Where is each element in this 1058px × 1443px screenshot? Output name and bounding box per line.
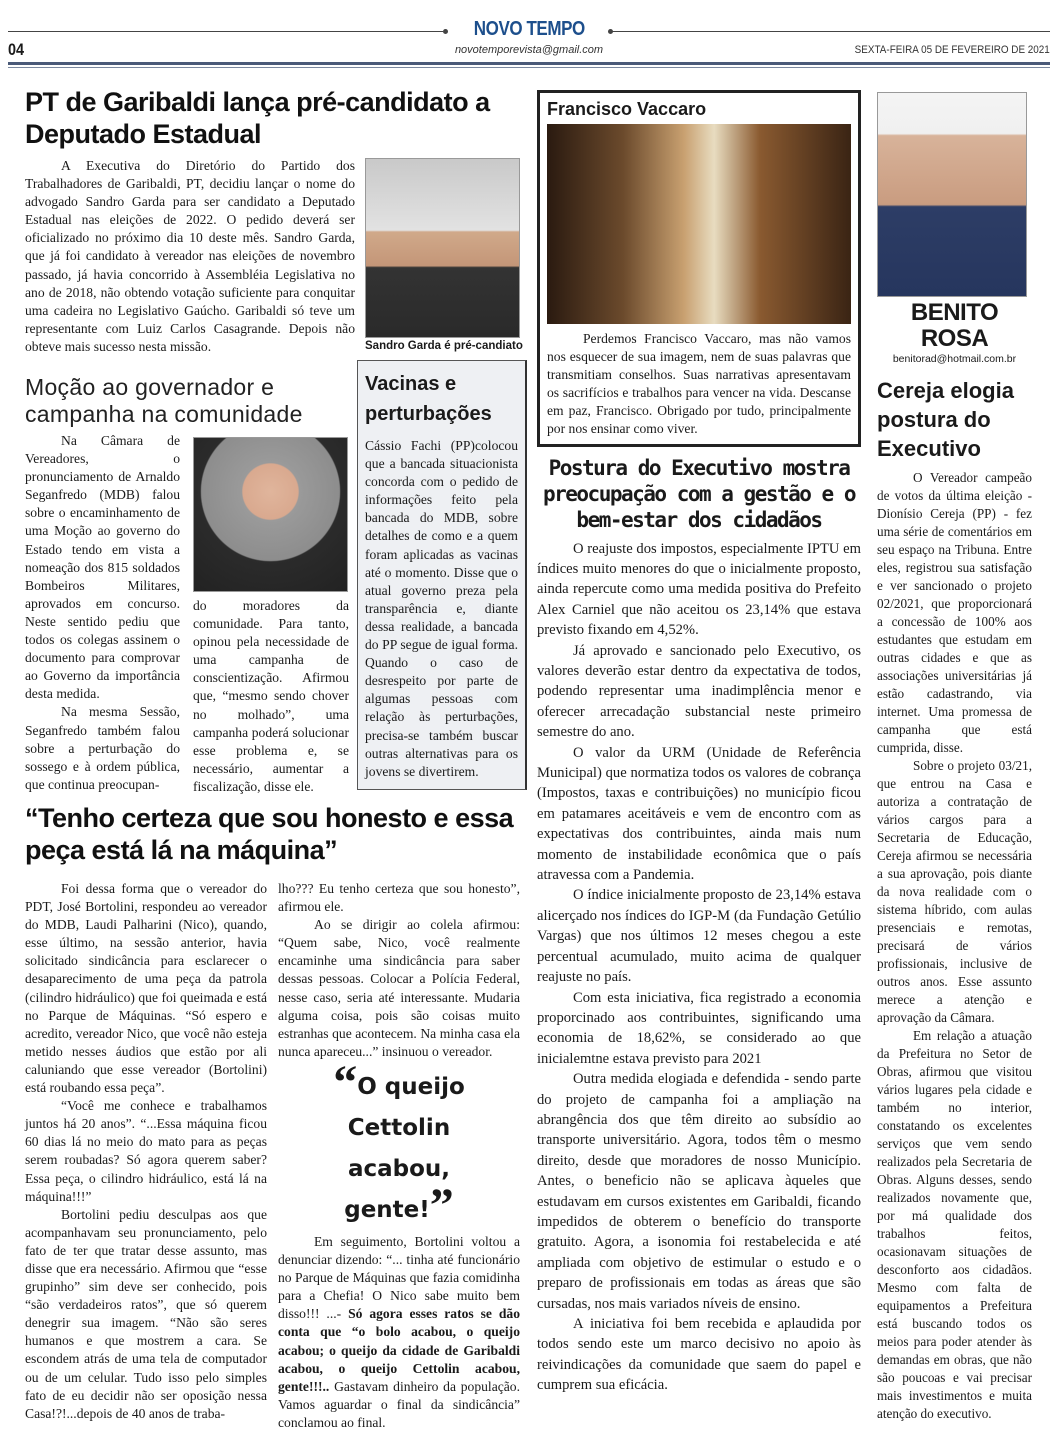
- pt-headline: PT de Garibaldi lança pré-candidato a Deputado Estadual: [25, 87, 490, 149]
- paragraph: Bortolini pediu desculpas aos que acompanhavam seu pronunciamento, pelo fato de ter que tratar desse assunto, mas disse que era necessário. Afirmou que “esse grupinho” sim deve ser conhecido, pois “são verdadeiros ratos”, que só querem denegrir sua imagem. “Não são seres humanos e que mostrem a cara. Se escondem atrás de uma tela de computador ou de um celular. Tudo isso pelo simples fato de eu decidir não ser oposição nessa Casa!?!...depois de 40 anos de traba-: [25, 1206, 267, 1421]
- sandro-garda-photo: [365, 158, 520, 338]
- vacinas-headline: Vacinas e perturbações: [365, 373, 492, 425]
- paragraph: A Executiva do Diretório do Partido dos Trabalhadores de Garibaldi, PT, decidiu lançar o nome do advogado Sandro Garda para ser candidato a Deputado Estadual nas eleições de 2022. O pedido deverá ser oficializado no próximo dia 10 deste mês. Sandro Garda, que já foi candidato à vereador nas eleições de novembro passado, já havia concorrido à Assembléia Legislativa no ano de 2018, não obtendo votação suficiente para conquitar uma cadeira no Legislativo Gaúcho. Garibaldi só teve um representante com Luiz Carlos Casagrande. Depois não obteve mais sucesso nesta missão.: [25, 158, 355, 354]
- paragraph: Foi dessa forma que o vereador do PDT, José Bortolini, respondeu ao vereador do MDB, Laudi Palharini (Nico), quando, esse último, na sessão anterior, havia solicitado sindicância para esclarecer o desaparecimento de uma peça da patrola (cilindro hidráulico) que foi queimada e está no Parque de Máquinas. “Só espero e acredito, vereador Nico, que você não esteja metido nesses áudios que estão por ali caluniando que esse vereador (Bortolini) está roubando essa peça”.: [25, 881, 267, 1096]
- postura-body: [537, 539, 861, 1396]
- opinion-column: [877, 300, 1032, 1423]
- photo-caption: Sandro Garda é pré-candiato: [365, 340, 523, 352]
- paragraph: Na Câmara de Vereadores, o pronunciamento de Arnaldo Seganfredo (MDB) falou sobre o encaminhamento de uma Moção ao governo do Estado tendo em vista a nomeação dos 815 soldados Bombeiros Militares, aprovados em concurso. Neste sentido pediu que todos os colegas assinem o documento para comprovar ao Governo da importância desta medida.: [25, 433, 180, 702]
- paragraph: do moradores da comunidade. Para tanto, opinou pela necessidade de uma campanha de conscientização. Afirmou que, “mesmo sendo chover no molhado”, uma campanha poderá solucionar esse problema e, se necessário, aumentar a fiscalização, disse ele.: [193, 598, 349, 794]
- paragraph: O valor da URM (Unidade de Referência Municipal) que normatiza todos os valores de cobrança (Impostos, taxas e contribuições) no município ficou em patamares aceitáveis e vem de encontro com as expectativas dos contribuintes, ainda mais num momento de instabilidade econômica que o país atravessa com a Pandemia.: [537, 744, 861, 884]
- arnaldo-seganfredo-photo: [193, 437, 348, 592]
- header-rule: [8, 62, 1050, 65]
- paragraph: Na mesma Sessão, Seganfredo também falou sobre a perturbação do sossego e à ordem pública, que continua preocupan-: [25, 704, 180, 792]
- open-quote-icon: “: [333, 1055, 358, 1109]
- paragraph: lho??? Eu tenho certeza que sou honesto”, afirmou ele.: [278, 881, 520, 915]
- paragraph: O reajuste dos impostos, especialmente IPTU em índices muito menores do que o inicialmente proposto, ainda repercute como uma medida positiva do Prefeito Alex Carniel que não aceitou os 23,14% que estava previsto fixando em 4,52%.: [537, 540, 861, 639]
- paragraph: Sobre o projeto 03/21, que entrou na Casa e autoriza a contratação de vários cargos para a Secretaria de Educação, Cereja afirmou se necessária a sua aprovação, pois diante da nova realidade com o sistema híbrido, com aulas presenciais e remotas, precisará de vários profissionais, inclusive de outros anos. Esse assunto merece a atenção e aprovação da Câmara.: [877, 758, 1032, 1025]
- close-quote-icon: ”: [429, 1178, 454, 1232]
- paragraph: Ao se dirigir ao colela afirmou: “Quem sabe, Nico, você realmente encaminhe uma sindicância para saber dessas pessoas. Colocar a Polícia Federal, nesse caso, seria até interessante. Mudaria alguma coisa, pois são coisas muito estranhas que acontecem. Na minha casa ela nunca apareceu...” insinuou o vereador.: [278, 917, 520, 1059]
- masthead: [0, 18, 1058, 41]
- column-headline: Cereja elogia postura do Executivo: [877, 378, 1014, 461]
- vaccaro-title: Francisco Vaccaro: [547, 99, 707, 119]
- paragraph: Em seguimento, Bortolini voltou a denunciar dizendo: “... tinha até funcionário no Parque de Máquinas que fazia comidinha para a Chefia! O Nico sabe muito bem disso!!! ...- Só agora esses ratos se dão conta que “o bolo acabou, o queijo acabou; o queijo da cidade de Garibaldi acabou, o queijo Cettolin acabou, gente!!!.. Gastavam dinheiro da população. Vamos aguardar o final da sindicância” conclamou ao final.: [278, 1233, 520, 1430]
- pull-quote: “O queijo Cettolin acabou, gente!”: [333, 1055, 465, 1232]
- columnist-email: benitorad@hotmail.com.br: [892, 353, 1017, 365]
- columnist-name: BENITO ROSA: [910, 299, 999, 352]
- paragraph: O índice inicialmente proposto de 23,14% estava alicerçado nos índices do IGP-M (da Fundação Getúlio Vargas) que nos últimos 12 meses chegou a este percentual acumulado, muito acima de qualquer reajuste no país.: [537, 887, 861, 986]
- paragraph: Perdemos Francisco Vaccaro, mas não vamos nos esquecer de sua imagem, nem de suas palavras que transmitiam conselhos. Suas narrativas apresentavam os sacrifícios e trabalhos para vencer na vida. Descanse em paz, Francisco. Obrigado por tudo, principalmente por nos ensinar como viver.: [547, 331, 851, 437]
- header-date: SEXTA-FEIRA 05 DE FEVEREIRO DE 2021: [854, 44, 1050, 56]
- paragraph: Já aprovado e sancionado pelo Executivo, os valores deverão estar dentro da expectativa de todos, podendo representar uma inadimplência menor e oferecer arrecadação substancial neste primeiro semestre do ano.: [537, 642, 861, 741]
- paragraph: O Vereador campeão de votos da última eleição - Dionísio Cereja (PP) - fez uma série de comentários em seu espaço na Tribuna. Entre eles, registrou sua satisfação e ver sancionado o projeto 02/2021, que proporcionará a concessão de 100% aos estudantes que estudam em outras cidades e que as associações universitárias já estão cadastrando, via internet. Uma promessa de campanha que está cumprida, disse.: [877, 470, 1032, 755]
- paragraph: “Você me conhece e trabalhamos juntos há 20 anos”. “...Essa máquina ficou 60 dias lá no meio do mato para as peças serem roubadas? Só agora querem saber? Essa peça, o cilindro hidráulico, está lá na máquina!!!”: [25, 1098, 267, 1204]
- mocao-headline: Moção ao governador e campanha na comunidade: [25, 374, 303, 427]
- paragraph: Em relação a atuação da Prefeitura no Setor de Obras, afirmou que visitou vários lugares pela cidade e também no interior, constatando os excelentes serviços que vem sendo realizados pela Secretaria de Obras. Alguns desses, sendo realizados novamente que, por má qualidade dos trabalhos feitos, ocasionavam situações de desconforto aos cidadãos. Mesmo com falta de equipamentos a Prefeitura está buscando todos os meios para poder atender às demandas em obras, que não são poucoas e vai precisar mais investimentos e muita atenção do executivo.: [877, 1028, 1032, 1421]
- vaccaro-box: [537, 90, 861, 447]
- vacinas-box: [357, 360, 527, 790]
- column-body: [877, 469, 1032, 1423]
- middle-column: [537, 90, 861, 1396]
- honesto-body-right: [278, 880, 520, 1432]
- paragraph: A iniciativa foi bem recebida e aplaudida por todos sendo este um marco decisivo no apoio às reivindicações da comunidade que saem do papel e cumprem sua eficácia.: [537, 1316, 861, 1394]
- pt-body: [25, 157, 355, 356]
- postura-headline: Postura do Executivo mostra preocupação com a gestão e o bem-estar dos cidadãos: [542, 455, 855, 532]
- header-email: novotemporevista@gmail.com: [454, 44, 604, 56]
- masthead-title: NOVO TEMPO: [473, 18, 585, 40]
- mocao-body-left: [25, 432, 180, 794]
- paragraph: Outra medida elogiada e defendida - sendo parte do projeto de campanha foi a ampliação na abrangência dos que têm direito ao subsídio ao transporte universitário. Agora, todos têm o mesmo direito, desde que moradores de nosso Município. Antes, o beneficio não se aplicava àqueles que estudavam em cursos existentes em Garibaldi, ficando impedidos de obterem o benefício do transporte gratuito. Agora, a isonomia foi restabelecida e até ampliada com objetivo de estimular o estudo e o preparo de profissionais em todas as áreas que são cursadas, nos mais variados níveis de ensino.: [537, 1071, 861, 1312]
- mocao-body-right: [193, 597, 349, 796]
- benito-rosa-photo: [877, 92, 1027, 297]
- header-rule-thin: [8, 67, 1050, 68]
- honesto-headline: “Tenho certeza que sou honesto e essa peça está lá na máquina”: [25, 803, 514, 865]
- paragraph: Com esta iniciativa, fica registrado a economia proporcinado aos contribuintes, significando uma economia de 18,62%, se considerado ao que inicialemtne estava previsto para 2021: [537, 989, 861, 1067]
- paragraph: Cássio Fachi (PP)colocou que a bancada situacionista concorda com o pedido de informações feito pela bancada do MDB, sobre detalhes de como e a quem foram aplicadas as vacinas até o momento. Disse que o atual governo preza pela transparência e, diante dessa realidade, a bancada do PP segue de igual forma. Quando o caso de desrespeito por parte de algumas pessoas com relação às perturbações, precisa-se também buscar outras alternativas para os jovens se divertirem.: [365, 438, 518, 779]
- honesto-body-left: [25, 880, 267, 1423]
- francisco-vaccaro-photo: [547, 124, 851, 324]
- page-number: 04: [8, 40, 25, 59]
